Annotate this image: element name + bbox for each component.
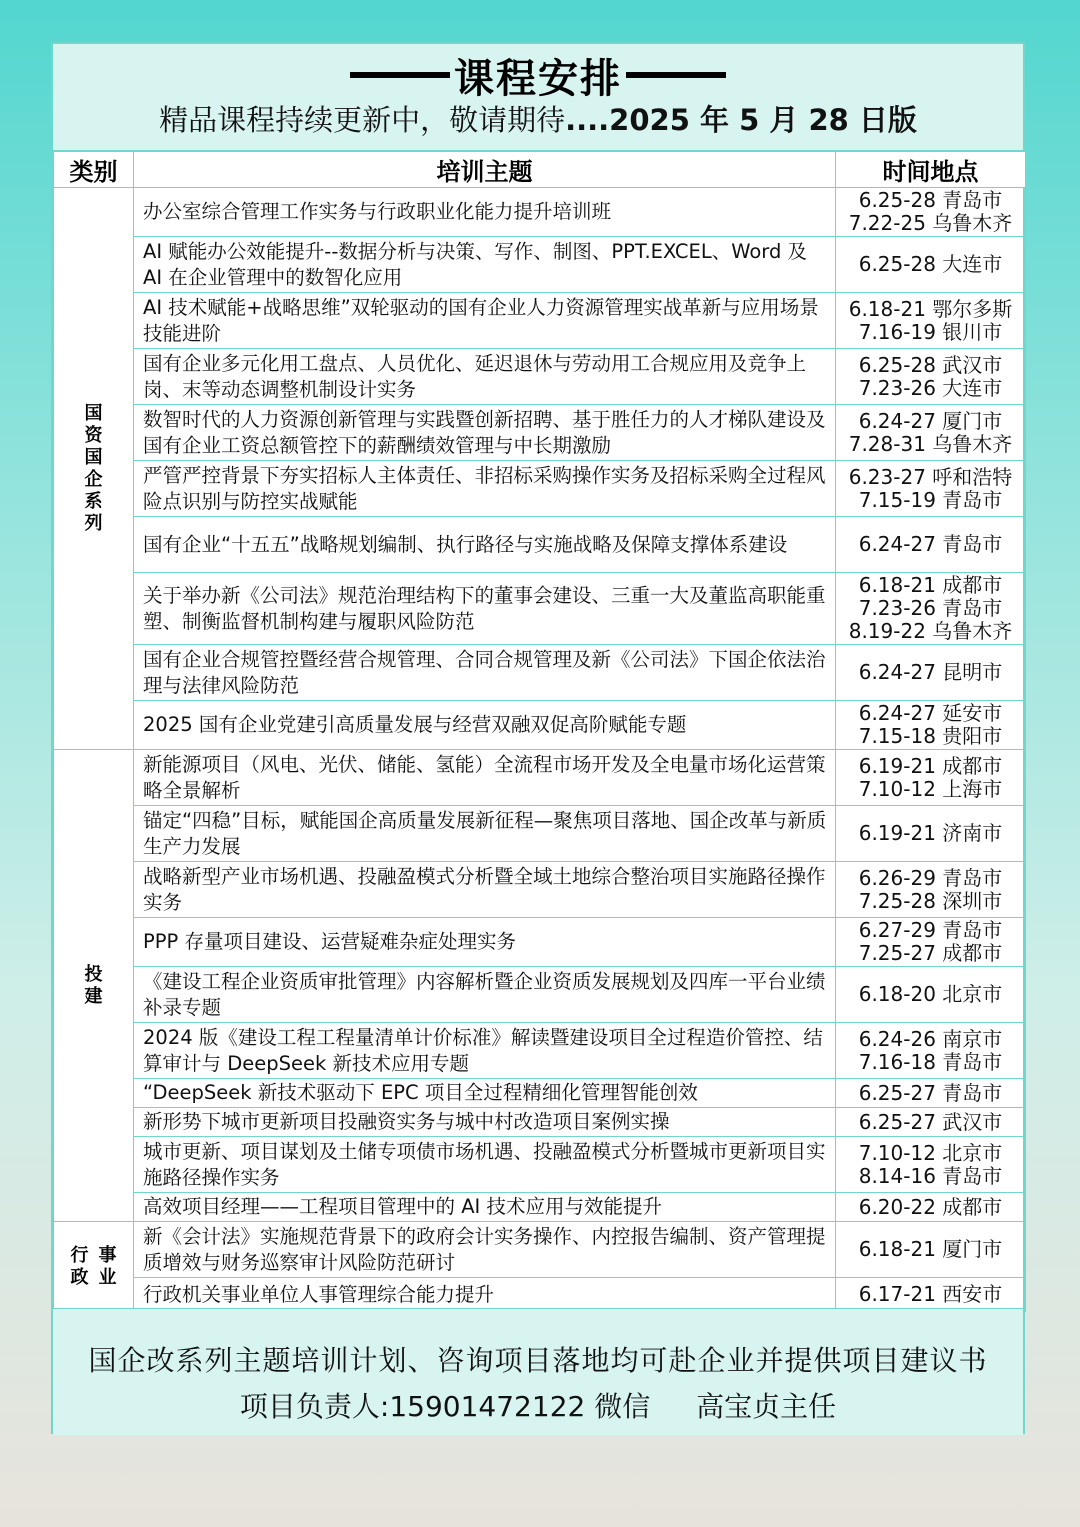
table-row [54,1137,1026,1193]
contact-label: 项目负责人: [239,1390,390,1423]
title-row [53,50,1023,100]
course-time-place: 6.19-21 成都市 7.10-12 上海市 [836,750,1026,806]
table-row [54,1079,1026,1108]
course-topic: “DeepSeek 新技术驱动下 EPC 项目全过程精细化管理智能创效 [134,1079,836,1108]
category-label: 行 政 [70,1244,89,1288]
course-topic: AI 技术赋能+战略思维”双轮驱动的国有企业人力资源管理实战革新与应用场景技能进阶 [134,293,836,349]
course-topic: PPP 存量项目建设、运营疑难杂症处理实务 [134,918,836,967]
table-row [54,1222,1026,1278]
contact-phone[interactable]: 15901472122 [389,1390,586,1423]
category-label: 国 资 国 企 系 列 [84,402,103,534]
course-topic: 锚定“四稳”目标，赋能国企高质量发展新征程—聚焦项目落地、国企改革与新质生产力发展 [134,806,836,862]
contact-wechat: 微信 [594,1390,651,1423]
title-dash-left [350,72,450,78]
column-header-time-place: 时间地点 [836,152,1026,188]
table-row [54,967,1026,1023]
course-topic: 《建设工程企业资质审批管理》内容解析暨企业资质发展规划及四库一平台业绩补录专题 [134,967,836,1023]
course-topic: 高效项目经理——工程项目管理中的 AI 技术应用与效能提升 [134,1193,836,1222]
table-row [54,517,1026,573]
footer-note: 国企改系列主题培训计划、咨询项目落地均可赴企业并提供项目建议书 [88,1344,988,1377]
course-topic: 新能源项目（风电、光伏、储能、氢能）全流程市场开发及全电量市场化运营策略全景解析 [134,750,836,806]
table-row [54,701,1026,750]
course-time-place: 6.27-29 青岛市 7.25-27 成都市 [836,918,1026,967]
course-table [53,151,1026,1312]
table-row [54,461,1026,517]
course-time-place: 6.18-20 北京市 [836,967,1026,1023]
course-time-place: 6.24-27 厦门市 7.28-31 乌鲁木齐 [836,405,1026,461]
table-row [54,1278,1026,1312]
table-row [54,806,1026,862]
page-title: 课程安排 [454,55,622,102]
table-row [54,862,1026,918]
category-cell [54,1222,134,1312]
course-topic: 国有企业“十五五”战略规划编制、执行路径与实施战略及保障支撑体系建设 [134,517,836,573]
course-time-place: 6.24-27 昆明市 [836,645,1026,701]
table-row [54,1023,1026,1079]
course-time-place: 6.18-21 厦门市 [836,1222,1026,1278]
course-time-place: 6.26-29 青岛市 7.25-28 深圳市 [836,862,1026,918]
table-row [54,645,1026,701]
header [53,44,1023,151]
schedule-card [51,42,1025,1434]
course-topic: 新《会计法》实施规范背景下的政府会计实务操作、内控报告编制、资产管理提质增效与财务巡察审计风险防范研讨 [134,1222,836,1278]
course-time-place: 6.25-27 青岛市 [836,1079,1026,1108]
category-label: 投 建 [84,963,103,1007]
course-time-place: 6.25-28 青岛市 7.22-25 乌鲁木齐 [836,188,1026,237]
category-cell [54,188,134,750]
table-row [54,750,1026,806]
footer [53,1308,1023,1435]
course-topic: 国有企业多元化用工盘点、人员优化、延迟退休与劳动用工合规应用及竞争上岗、末等动态调整机制设计实务 [134,349,836,405]
course-time-place: 6.18-21 鄂尔多斯 7.16-19 银川市 [836,293,1026,349]
title-dash-right [626,72,726,78]
course-topic: 战略新型产业市场机遇、投融盈模式分析暨全域土地综合整治项目实施路径操作实务 [134,862,836,918]
course-time-place: 6.20-22 成都市 [836,1193,1026,1222]
category-label: 事 业 [98,1244,117,1288]
course-time-place: 6.18-21 成都市 7.23-26 青岛市 8.19-22 乌鲁木齐 [836,573,1026,645]
table-row [54,188,1026,237]
footer-contact [53,1385,1023,1425]
course-topic: 关于举办新《公司法》规范治理结构下的董事会建设、三重一大及董监高职能重塑、制衡监督机制构建与履职风险防范 [134,573,836,645]
table-row [54,237,1026,293]
course-time-place: 7.10-12 北京市 8.14-16 青岛市 [836,1137,1026,1193]
column-header-category: 类别 [54,152,134,188]
subtitle-prefix: 精品课程持续更新中，敬请期待 [159,103,566,137]
table-row [54,349,1026,405]
course-time-place: 6.24-27 青岛市 [836,517,1026,573]
category-cell [54,750,134,1222]
subtitle [53,98,1023,139]
course-time-place: 6.17-21 西安市 [836,1278,1026,1312]
course-time-place: 6.19-21 济南市 [836,806,1026,862]
table-row [54,1193,1026,1222]
subtitle-date: ....2025 年 5 月 28 日版 [565,103,917,137]
course-time-place: 6.24-26 南京市 7.16-18 青岛市 [836,1023,1026,1079]
contact-person: 高宝贞主任 [696,1390,837,1423]
course-time-place: 6.23-27 呼和浩特 7.15-19 青岛市 [836,461,1026,517]
course-topic: 办公室综合管理工作实务与行政职业化能力提升培训班 [134,188,836,237]
table-header-row [54,152,1026,188]
course-time-place: 6.25-28 大连市 [836,237,1026,293]
course-topic: 国有企业合规管控暨经营合规管理、合同合规管理及新《公司法》下国企依法治理与法律风险防范 [134,645,836,701]
course-time-place: 6.24-27 延安市 7.15-18 贵阳市 [836,701,1026,750]
table-row [54,1108,1026,1137]
course-topic: 2025 国有企业党建引高质量发展与经营双融双促高阶赋能专题 [134,701,836,750]
table-row [54,405,1026,461]
course-topic: 严管严控背景下夯实招标人主体责任、非招标采购操作实务及招标采购全过程风险点识别与防控实战赋能 [134,461,836,517]
table-row [54,918,1026,967]
course-time-place: 6.25-28 武汉市 7.23-26 大连市 [836,349,1026,405]
course-topic: 城市更新、项目谋划及土储专项债市场机遇、投融盈模式分析暨城市更新项目实施路径操作实务 [134,1137,836,1193]
course-topic: 新形势下城市更新项目投融资实务与城中村改造项目案例实操 [134,1108,836,1137]
column-header-topic: 培训主题 [134,152,836,188]
course-topic: 行政机关事业单位人事管理综合能力提升 [134,1278,836,1312]
course-time-place: 6.25-27 武汉市 [836,1108,1026,1137]
course-topic: AI 赋能办公效能提升--数据分析与决策、写作、制图、PPT.EXCEL、Word 及 AI 在企业管理中的数智化应用 [134,237,836,293]
course-topic: 2024 版《建设工程工程量清单计价标准》解读暨建设项目全过程造价管控、结算审计与 DeepSeek 新技术应用专题 [134,1023,836,1079]
table-row [54,293,1026,349]
table-row [54,573,1026,645]
course-topic: 数智时代的人力资源创新管理与实践暨创新招聘、基于胜任力的人才梯队建设及国有企业工资总额管控下的薪酬绩效管理与中长期激励 [134,405,836,461]
